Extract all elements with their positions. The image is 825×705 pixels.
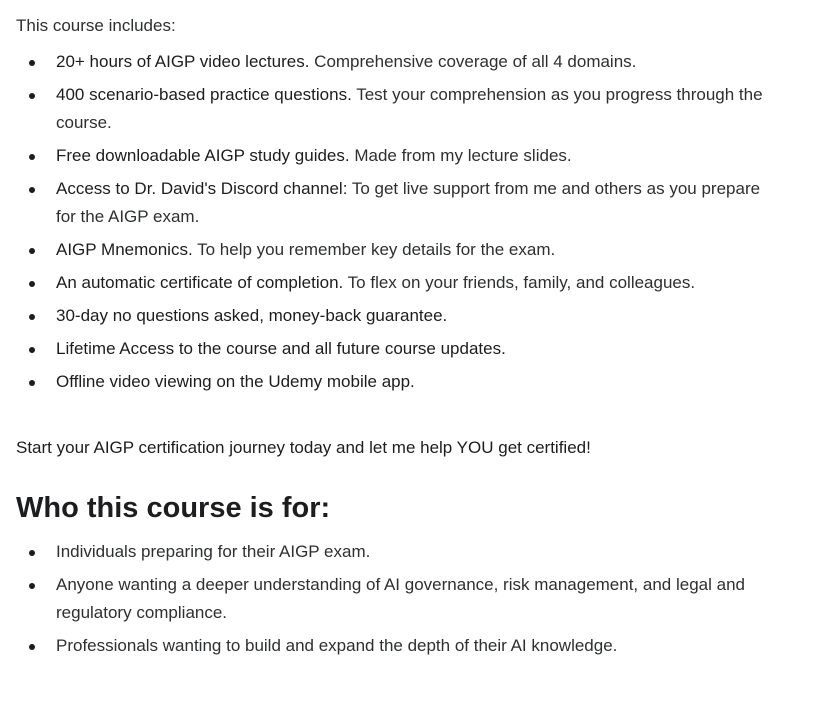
bullet-icon (29, 93, 35, 99)
who-this-course-is-for-heading: Who this course is for: (16, 492, 331, 524)
bullet-icon (29, 60, 35, 66)
features-list (16, 48, 776, 396)
bullet-icon (29, 281, 35, 287)
feature-highlight: 20+ hours of AIGP video lectures. (56, 52, 310, 71)
list-item (16, 48, 776, 76)
bullet-icon (29, 154, 35, 160)
feature-highlight: 30-day no questions asked, money-back guarantee. (56, 306, 448, 325)
feature-highlight: An automatic certificate of completion. (56, 273, 344, 292)
list-item (16, 236, 776, 264)
feature-highlight: Free downloadable AIGP study guides. (56, 146, 350, 165)
feature-detail: To flex on your friends, family, and colleagues. (343, 273, 696, 292)
list-item (16, 81, 776, 137)
bullet-icon (29, 380, 35, 386)
feature-detail: Test your comprehension as you progress through the course. (56, 85, 763, 132)
audience-text: Individuals preparing for their AIGP exam. (56, 542, 371, 561)
bullet-icon (29, 583, 35, 589)
feature-detail: Comprehensive coverage of all 4 domains. (309, 52, 637, 71)
feature-highlight: Access to Dr. David's Discord channel: (56, 179, 348, 198)
feature-detail: To get live support from me and others as you prepare for the AIGP exam. (56, 179, 761, 226)
list-item (16, 142, 776, 170)
list-item (16, 335, 776, 363)
audience-text: Professionals wanting to build and expand the depth of their AI knowledge. (56, 636, 618, 655)
feature-highlight: AIGP Mnemonics. (56, 240, 193, 259)
includes-intro: This course includes: (16, 16, 176, 35)
bullet-icon (29, 550, 35, 556)
feature-highlight: 400 scenario-based practice questions. (56, 85, 352, 104)
bullet-icon (29, 314, 35, 320)
list-item (16, 368, 776, 396)
list-item (16, 269, 776, 297)
bullet-icon (29, 644, 35, 650)
audience-text: Anyone wanting a deeper understanding of AI governance, risk management, and legal and regulatory compliance. (56, 575, 745, 622)
audience-list (16, 538, 776, 660)
bullet-icon (29, 187, 35, 193)
feature-highlight: Offline video viewing on the Udemy mobile app. (56, 372, 415, 391)
call-to-action: Start your AIGP certification journey today and let me help YOU get certified! (16, 438, 591, 457)
list-item (16, 571, 776, 627)
list-item (16, 538, 776, 566)
feature-detail: Made from my lecture slides. (349, 146, 572, 165)
bullet-icon (29, 347, 35, 353)
list-item (16, 302, 776, 330)
feature-highlight: Lifetime Access to the course and all future course updates. (56, 339, 506, 358)
feature-detail: To help you remember key details for the exam. (192, 240, 556, 259)
list-item (16, 632, 776, 660)
list-item (16, 175, 776, 231)
bullet-icon (29, 248, 35, 254)
